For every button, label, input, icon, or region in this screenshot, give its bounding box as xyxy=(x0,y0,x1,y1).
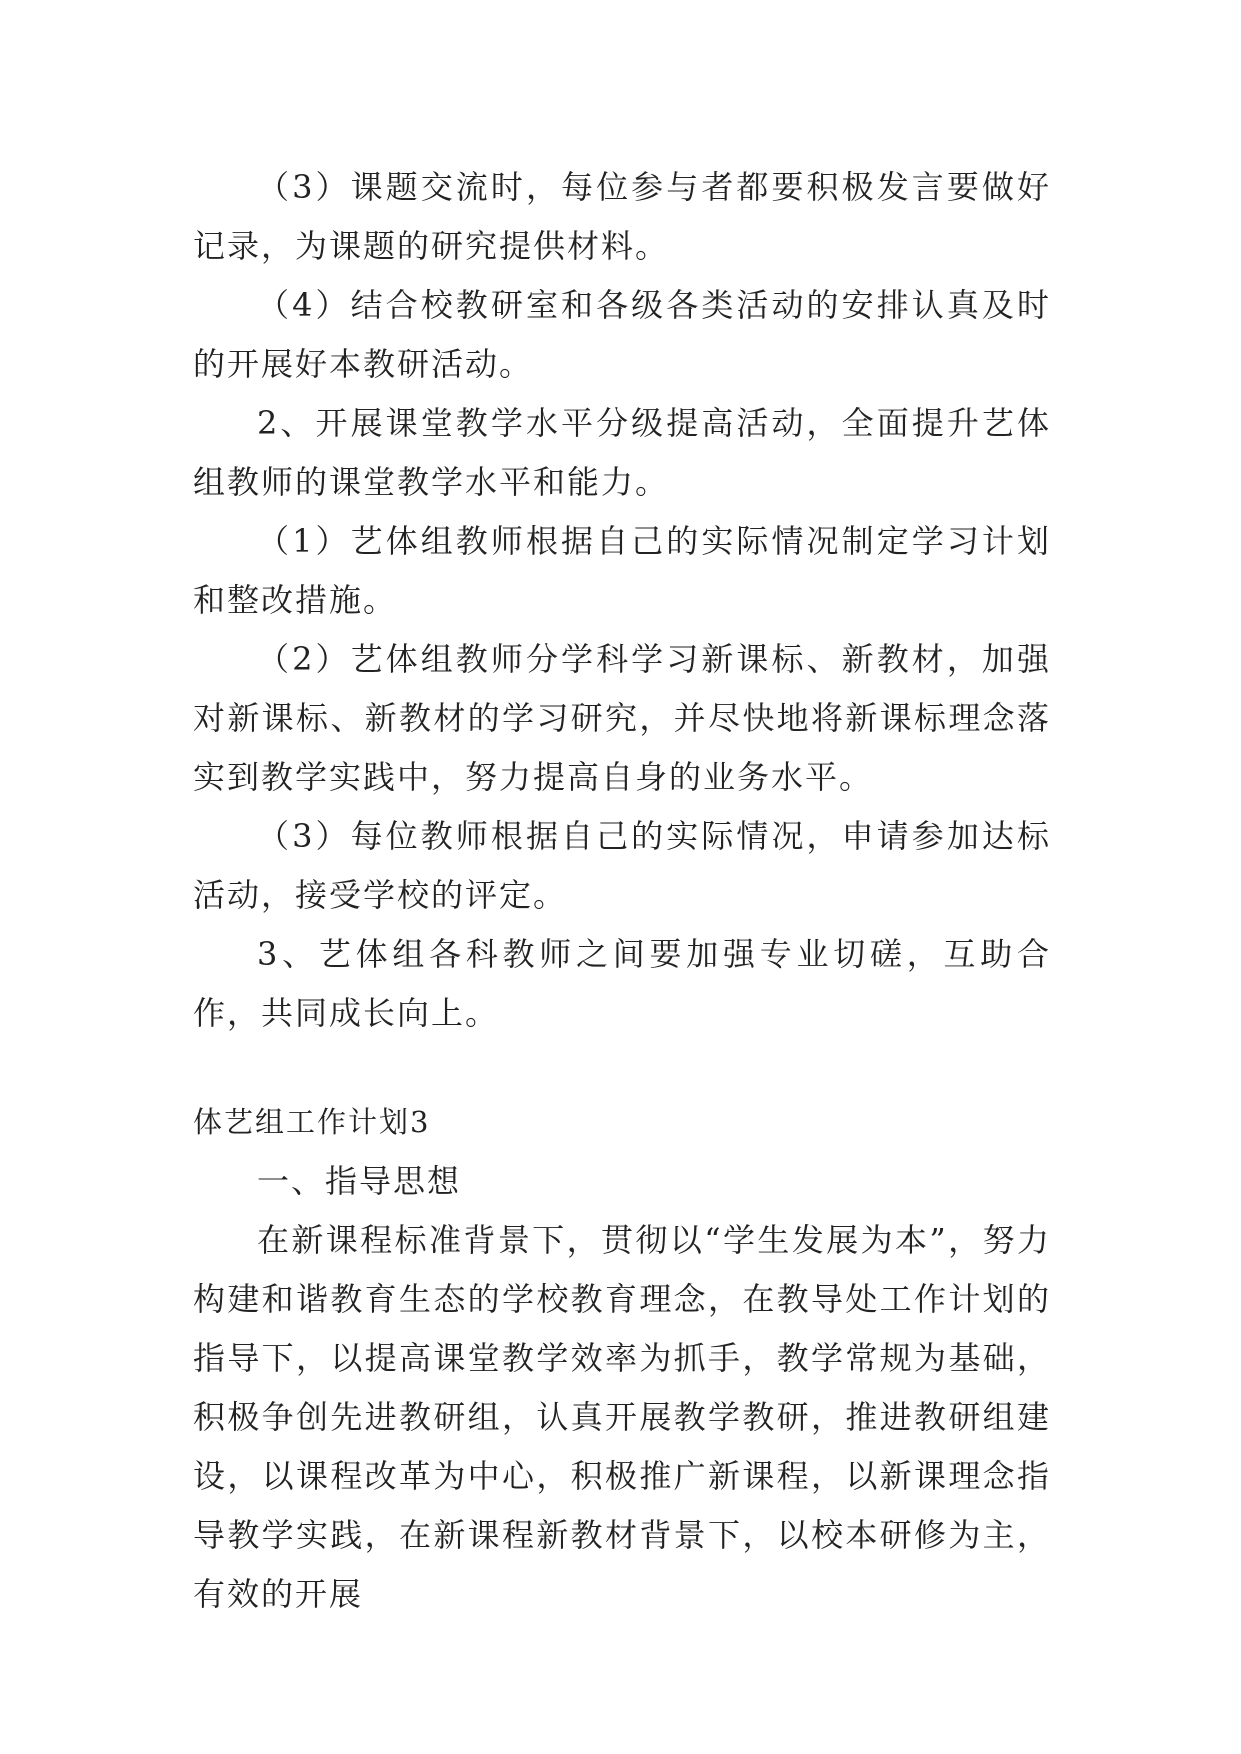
paragraph-topic-exchange: （3）课题交流时，每位参与者都要积极发言要做好记录，为课题的研究提供材料。 xyxy=(193,168,1051,265)
paragraph-study-plan: （1）艺体组教师根据自己的实际情况制定学习计划和整改措施。 xyxy=(193,522,1051,619)
paragraph-research-activities: （4）结合校教研室和各级各类活动的安排认真及时的开展好本教研活动。 xyxy=(193,286,1051,383)
paragraph-classroom-teaching-level: 2、开展课堂教学水平分级提高活动，全面提升艺体组教师的课堂教学水平和能力。 xyxy=(193,404,1051,501)
paragraph-new-curriculum-study: （2）艺体组教师分学科学习新课标、新教材，加强对新课标、新教材的学习研究，并尽快地将新课标理念落实到教学实践中，努力提高自身的业务水平。 xyxy=(193,640,1051,796)
subheading-guiding-ideology: 一、指导思想 xyxy=(257,1162,462,1200)
section-spacer xyxy=(193,1043,1051,1093)
paragraph-cooperation: 3、艺体组各科教师之间要加强专业切磋，互助合作，共同成长向上。 xyxy=(193,935,1051,1032)
section-title: 体艺组工作计划3 xyxy=(193,1105,431,1139)
document-body xyxy=(193,158,1051,1624)
paragraph-standard-evaluation: （3）每位教师根据自己的实际情况，申请参加达标活动，接受学校的评定。 xyxy=(193,817,1051,914)
paragraph-guiding-ideology: 在新课程标准背景下，贯彻以“学生发展为本”，努力构建和谐教育生态的学校教育理念，在教导处工作计划的指导下，以提高课堂教学效率为抓手，教学常规为基础，积极争创先进教研组，认真开展教学教研，推进教研组建设，以课程改革为中心，积极推广新课程，以新课理念指导教学实践，在新课程新教材背景下，以校本研修为主，有效的开展 xyxy=(193,1221,1051,1613)
